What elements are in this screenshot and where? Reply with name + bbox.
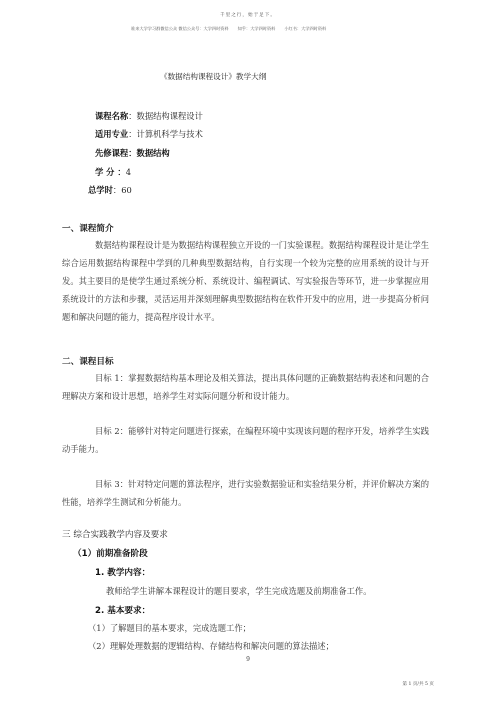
meta-key: 先修课程 [95,148,129,158]
goal-paragraph: 目标 2：能够针对特定问题进行探索，在编程环境中实现该问题的程序开发，培养学生实践动手能力。 [62,426,429,454]
meta-value: 计算机科学与技术 [136,129,203,139]
subsection-title: 2. 基本要求： [95,606,151,616]
section-heading: 二、课程目标 [62,357,114,367]
page-number: 9 [246,656,250,663]
header-link[interactable]: 小红书：大学四时资料 [284,26,327,31]
meta-value: 数据结构 [136,148,170,158]
meta-hours [88,184,132,196]
section-paragraph: 数据结构课程设计是为数据结构课程独立开设的一门实验课程。数据结构课程设计是让学生综合运用数据结构课程中学到的几种典型数据结构，自行实现一个较为完整的应用系统的设计与开发。其主要目的是使学生通过系统分析、系统设计、编程调试、写实验报告等环节，进一步掌握应用系统设计的方法和步骤，灵活运用并深刻理解典型数据结构在软件开发中的应用，进一步提高分析问题和解决问题的能力，提高程序设计水平。 [62,240,429,322]
meta-key: 课程名称 [95,111,129,121]
meta-prerequisite [95,147,170,159]
header-link[interactable]: 知乎：大学四时资料 [237,26,276,31]
meta-sep: ： [112,185,122,195]
document-title: 《数据结构课程设计》教学大纲 [160,72,267,81]
header-motto: 千里之行，始于足下。 [220,13,276,18]
meta-sep: ： [128,148,137,158]
stage-heading: （1）前期准备阶段 [73,549,148,559]
meta-course-name [95,110,203,122]
meta-value: 60 [121,185,132,195]
meta-value: 4 [125,167,131,177]
header-links [131,26,326,32]
meta-credits [95,166,131,178]
goal-paragraph: 目标 3：针对特定问题的算法程序，进行实验数据验证和实验结果分析，并评价解决方案的性能，培养学生测试和分析能力。 [62,479,429,507]
meta-sep: ： [128,111,137,121]
requirement-line: （1）了解题目的基本要求，完成选题工作； [88,623,251,633]
meta-value: 数据结构课程设计 [136,111,203,121]
meta-key: 总学时 [88,185,113,195]
subsection-title: 1. 教学内容： [95,568,151,578]
requirement-line: （2）理解处理数据的逻辑结构、存储结构和解决问题的算法描述； [88,641,334,651]
goal-paragraph: 目标 1：掌握数据结构基本理论及相关算法，提出具体问题的正确数据结构表述和问题的合理解决方案和设计思想，培养学生对实际问题分析和设计能力。 [62,373,429,401]
header-link[interactable]: 谁来大学学习群微信公众 微信公众号：大学四时资料 [131,26,229,31]
meta-key: 学 分 [95,167,118,177]
subsection-text: 教师给学生讲解本课程设计的题目要求，学生完成选题及前期准备工作。 [106,586,372,596]
section-heading: 三 综合实践教学内容及要求 [62,530,168,540]
meta-major [95,128,203,140]
page-footer: 第 1 页/共 5 页 [402,682,434,687]
section-heading: 一、课程简介 [62,224,114,234]
meta-key: 适用专业 [95,129,129,139]
meta-sep: ： [117,167,126,177]
meta-sep: ： [128,129,137,139]
